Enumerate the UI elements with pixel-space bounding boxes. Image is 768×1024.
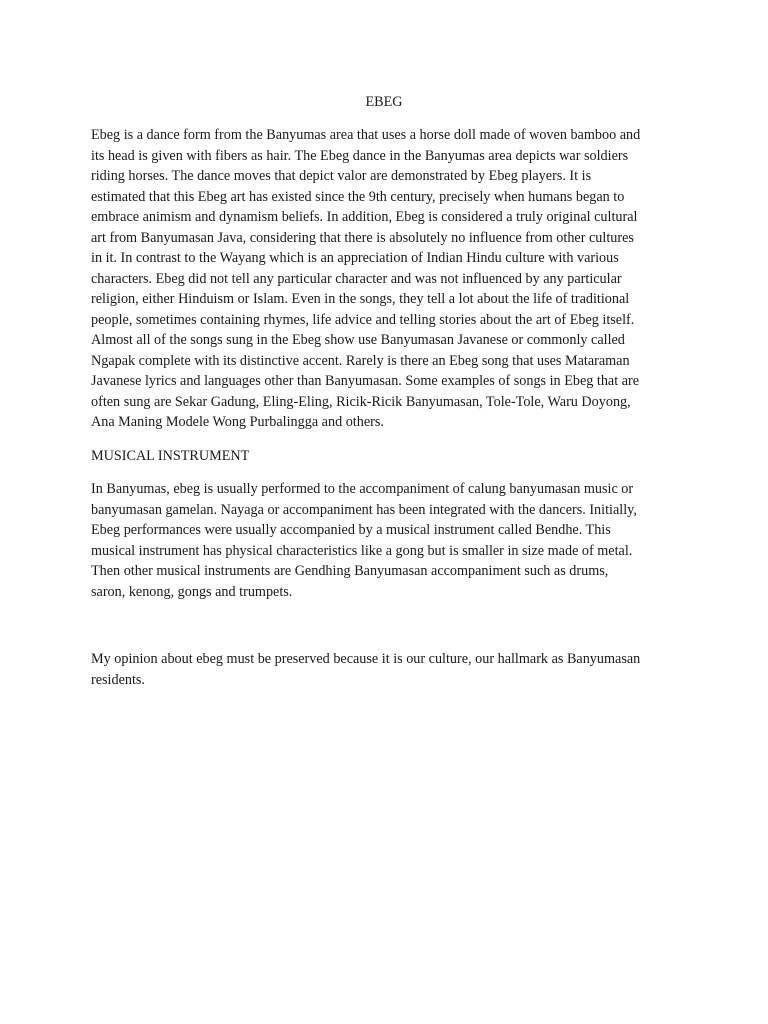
text-line: Then other musical instruments are Gendhing Banyumasan accompaniment such as drums, bbox=[91, 563, 609, 579]
text-line: art from Banyumasan Java, considering that there is absolutely no influence from other cultures bbox=[91, 229, 634, 246]
text-line: banyumasan gamelan. Nayaga or accompaniment has been integrated with the dancers. Initially, bbox=[91, 501, 637, 518]
text-line: characters. Ebeg did not tell any particular character and was not influenced by any particular bbox=[91, 270, 622, 287]
text-line: religion, either Hinduism or Islam. Even in the songs, they tell a lot about the life of traditional bbox=[91, 291, 630, 307]
text-line: saron, kenong, gongs and trumpets. bbox=[91, 583, 293, 600]
text-line: Ana Maning Modele Wong Purbalingga and others. bbox=[91, 414, 384, 430]
text-line: in it. In contrast to the Wayang which is an appreciation of Indian Hindu culture with various bbox=[91, 250, 619, 266]
document-title: EBEG bbox=[365, 94, 403, 110]
text-line: people, sometimes containing rhymes, life advice and telling stories about the art of Ebeg itself. bbox=[91, 311, 635, 328]
text-line: often sung are Sekar Gadung, Eling-Eling, Ricik-Ricik Banyumasan, Tole-Tole, Waru Doyong, bbox=[91, 393, 631, 410]
text-line: In Banyumas, ebeg is usually performed to the accompaniment of calung banyumasan music or bbox=[91, 481, 634, 497]
text-line: Almost all of the songs sung in the Ebeg show use Banyumasan Javanese or commonly called bbox=[91, 332, 625, 348]
text-line: embrace animism and dynamism beliefs. In addition, Ebeg is considered a truly original cultural bbox=[91, 209, 638, 225]
text-line: Ngapak complete with its distinctive accent. Rarely is there an Ebeg song that uses Mataraman bbox=[91, 352, 630, 369]
musical-instrument-paragraph bbox=[91, 479, 691, 602]
text-line: Ebeg performances were usually accompanied by a musical instrument called Bendhe. This bbox=[91, 522, 611, 538]
text-line: Javanese lyrics and languages other than Banyumasan. Some examples of songs in Ebeg that are bbox=[91, 373, 640, 389]
intro-paragraph bbox=[91, 125, 691, 433]
opinion-paragraph bbox=[91, 649, 691, 690]
text-line: riding horses. The dance moves that depict valor are demonstrated by Ebeg players. It is bbox=[91, 168, 592, 184]
section-heading-musical-instrument: MUSICAL INSTRUMENT bbox=[91, 448, 250, 464]
text-line: My opinion about ebeg must be preserved because it is our culture, our hallmark as Banyumasan bbox=[91, 651, 641, 667]
text-line: its head is given with fibers as hair. The Ebeg dance in the Banyumas area depicts war soldiers bbox=[91, 147, 629, 164]
text-line: estimated that this Ebeg art has existed since the 9th century, precisely when humans began to bbox=[91, 188, 625, 205]
text-line: musical instrument has physical characteristics like a gong but is smaller in size made of metal. bbox=[91, 542, 633, 559]
text-line: residents. bbox=[91, 671, 145, 688]
text-line: Ebeg is a dance form from the Banyumas area that uses a horse doll made of woven bamboo and bbox=[91, 127, 641, 143]
